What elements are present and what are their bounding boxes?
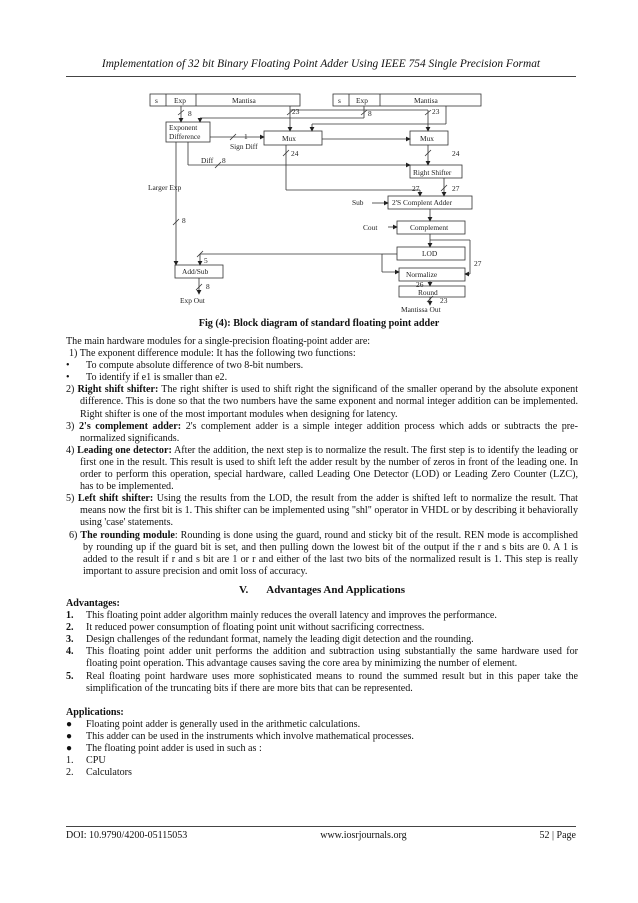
width-label-27-a: 27 xyxy=(412,184,420,193)
page-footer xyxy=(66,830,576,841)
module-5-paragraph: 5) Left shift shifter: Using the results from the LOD, the result from the adder is shifted left to normalize the result. That means now the first bit is 1. This shifter can be implemented using "shl" operator in VHDL or by describing it behaviorally using 'case' statements. xyxy=(66,493,578,529)
use-item: 2. Calculators xyxy=(66,767,132,779)
footer-doi: DOI: 10.9790/4200-05115053 xyxy=(66,830,188,841)
exp-out-label: Exp Out xyxy=(180,296,205,305)
exponent-difference-label-1: Exponent xyxy=(169,123,198,132)
advantages-heading: Advantages: xyxy=(66,597,120,609)
width-label-24-a: 24 xyxy=(291,149,299,158)
module-1-bullet: • To compute absolute difference of two 8-bit numbers. xyxy=(66,360,304,372)
advantage-item: 5. Real floating point hardware uses more sophisticated means to round the summed result but in this paper take the simplification of the truncating bits if there are more bits that can be represented. xyxy=(66,670,578,694)
module-4-paragraph: 4) Leading one detector: After the addition, the next step is to normalize the result. The first step is to identify the leading or first one in the result. This result is used to shift left the adder result by the number of zeros in front of the leading one. In order to perform this operation, special hardware, called Leading One Detector (LOD) or Leading Zero Counter (LZC), has to be implemented. xyxy=(66,444,578,493)
footer-site: www.iosrjournals.org xyxy=(320,830,407,841)
width-label-23-a: 23 xyxy=(292,107,300,116)
section-heading: V. Advantages And Applications xyxy=(238,583,406,596)
module-3-paragraph: 3) 2's complement adder: 2's complement adder is a simple integer addition process which adds or subtracts the pre-normalized significands. xyxy=(66,420,578,444)
footer-page-number: 52 | Page xyxy=(539,830,576,841)
advantage-item: 4. This floating point adder unit performs the addition and subtraction using substantially the same hardware used for floating point operation. This advantage causes saving the core area by minimizing the number of element. xyxy=(66,646,578,670)
larger-exp-label: Larger Exp xyxy=(148,183,182,192)
width-label-23-b: 23 xyxy=(432,107,440,116)
width-label-8-b: 8 xyxy=(368,109,372,118)
operand1-exp-label: Exp xyxy=(174,96,186,105)
figure-caption: Fig (4): Block diagram of standard floating point adder xyxy=(198,318,440,329)
round-label: Round xyxy=(418,288,438,297)
advantage-item: 3. Design challenges of the redundant format, namely the leading digit detection and the rounding. xyxy=(66,634,474,646)
intro-paragraph: The main hardware modules for a single-precision floating-point adder are: xyxy=(66,336,371,347)
operand2-s-label: s xyxy=(338,96,341,105)
running-header: Implementation of 32 bit Binary Floating Point Adder Using IEEE 754 Single Precision Format xyxy=(101,58,541,70)
diff-label: Diff xyxy=(201,156,214,165)
right-shifter-label: Right Shifter xyxy=(413,168,452,177)
body-text xyxy=(66,336,578,779)
advantage-item: 1. This floating point adder algorithm mainly reduces the overall latency and improves the performance. xyxy=(66,610,497,622)
width-label-26: 26 xyxy=(416,280,424,289)
sign-diff-label: Sign Diff xyxy=(230,142,258,151)
lod-label: LOD xyxy=(422,249,438,258)
bullet-icon: • xyxy=(66,372,70,384)
complement-adder-label: 2'S Complent Adder xyxy=(392,198,453,207)
width-label-27-c: 27 xyxy=(474,259,482,268)
add-sub-label: Add/Sub xyxy=(182,267,209,276)
applications-heading: Applications: xyxy=(66,706,124,718)
width-label-5: 5 xyxy=(204,256,208,265)
bullet-icon: ● xyxy=(66,743,73,754)
application-item: ● Floating point adder is generally used in the arithmetic calculations. xyxy=(66,718,361,730)
application-item: ● This adder can be used in the instruments which involve mathematical processes. xyxy=(66,730,414,742)
module-6-paragraph: 6) The rounding module: Rounding is done using the guard, round and sticky bit of the result. REN mode is accomplished by rounding up if the guard bit is set, and then pulling down the lowest bit of the output if the r and s bits are 0. A 1 is added to the result if r and s bit are 1 or r and either of the last two bits of the normalized result is 1. This step is really important to assure precision and omit loss of accuracy. xyxy=(69,529,578,577)
complement-label: Complement xyxy=(410,223,449,232)
width-label-23-c: 23 xyxy=(440,296,448,305)
block-diagram xyxy=(0,0,638,320)
operand2-exp-label: Exp xyxy=(356,96,368,105)
exponent-difference-label-2: Difference xyxy=(169,132,201,141)
width-label-8-e: 8 xyxy=(206,282,210,291)
operand2-mantisa-label: Mantisa xyxy=(414,96,438,105)
width-label-8-c: 8 xyxy=(222,156,226,165)
use-item: 1. CPU xyxy=(66,755,106,767)
bullet-icon: • xyxy=(66,360,70,372)
width-label-8-a: 8 xyxy=(188,109,192,118)
width-label-27-b: 27 xyxy=(452,184,460,193)
operand1-box xyxy=(150,94,300,106)
cout-label: Cout xyxy=(363,223,378,232)
sub-label: Sub xyxy=(352,198,364,207)
width-label-1: 1 xyxy=(244,132,248,141)
operand1-mantisa-label: Mantisa xyxy=(232,96,256,105)
module-1-bullet: • To identify if e1 is smaller than e2. xyxy=(66,372,228,384)
normalize-label: Normalize xyxy=(406,270,438,279)
width-label-24-b: 24 xyxy=(452,149,460,158)
width-label-8-d: 8 xyxy=(182,216,186,225)
bullet-icon: ● xyxy=(66,718,73,730)
bullet-icon: ● xyxy=(66,730,73,742)
mux-right-label: Mux xyxy=(420,134,434,143)
application-item: ● The floating point adder is used in such as : xyxy=(66,743,262,754)
advantage-item: 2. It reduced power consumption of floating point unit without sacrificing correctness. xyxy=(66,622,425,634)
operand1-s-label: s xyxy=(155,96,158,105)
module-1-title: 1) The exponent difference module: It has the following two functions: xyxy=(69,348,356,360)
footer-rule xyxy=(66,826,576,827)
mantissa-out-label: Mantissa Out xyxy=(401,305,441,314)
module-2-paragraph: 2) Right shift shifter: The right shifter is used to shift right the significand of the smaller operand by the absolute exponent difference. This is done so that the two numbers have the same exponent and normal integer addition can be implemented. Right shifter is one of the most important modules when designing for latency. xyxy=(66,384,578,420)
mux-left-label: Mux xyxy=(282,134,296,143)
